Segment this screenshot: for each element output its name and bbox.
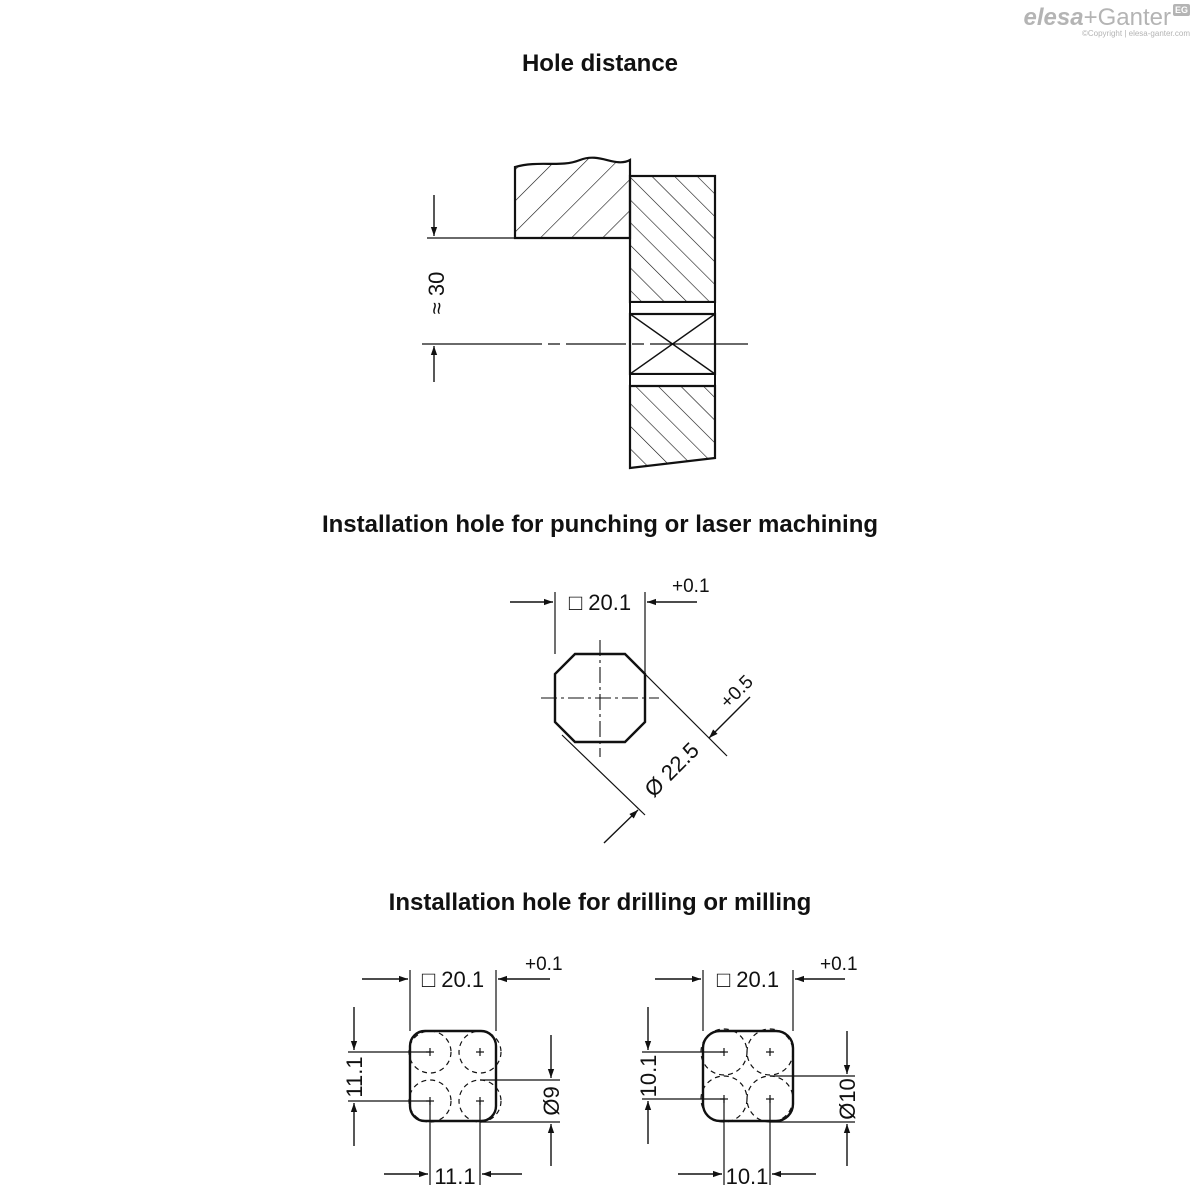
wall-lower	[630, 386, 715, 468]
punch-square-label: □ 20.1	[568, 590, 632, 615]
hole-distance-dimension: ≈ 30	[424, 271, 449, 315]
heading-hole-distance: Hole distance	[521, 50, 679, 77]
drill-left-square-label: □ 20.1	[421, 967, 485, 992]
heading-drilling: Installation hole for drilling or milling	[388, 889, 812, 916]
logo-badge: EG	[1174, 5, 1188, 15]
drill-left-outline	[410, 1031, 496, 1121]
drilling-hole-left	[342, 954, 564, 1189]
wall-upper	[630, 176, 715, 302]
heading-punching: Installation hole for punching or laser machining	[321, 511, 879, 538]
drill-right-horizontal-spacing: 10.1	[725, 1164, 769, 1189]
drill-left-vertical-spacing: 11.1	[342, 1056, 367, 1098]
logo-brand-right: +Ganter	[1083, 4, 1171, 31]
drill-right-square-tolerance: +0.1	[820, 954, 858, 975]
drill-left-square-tolerance: +0.1	[525, 954, 563, 975]
hole-distance-drawing	[422, 158, 748, 468]
punch-square-tolerance: +0.1	[672, 576, 710, 597]
wall-band-top	[630, 302, 715, 314]
drill-right-diameter: Ø10	[835, 1078, 860, 1120]
punch-diameter-tolerance: +0.5	[716, 671, 758, 713]
drill-right-vertical-spacing: 10.1	[636, 1054, 661, 1098]
logo-brand-left: elesa	[1023, 4, 1084, 31]
punch-diameter-label: Ø 22.5	[639, 737, 704, 802]
left-plate	[515, 158, 630, 238]
drill-left-horizontal-spacing: 11.1	[434, 1164, 476, 1189]
logo-copyright: ©Copyright | elesa-ganter.com	[1081, 29, 1190, 38]
drilling-hole-right	[636, 954, 860, 1189]
punching-hole-drawing	[510, 576, 758, 843]
drill-left-diameter: Ø9	[539, 1086, 564, 1116]
wall-band-bottom	[630, 374, 715, 386]
drill-right-square-label: □ 20.1	[716, 967, 780, 992]
